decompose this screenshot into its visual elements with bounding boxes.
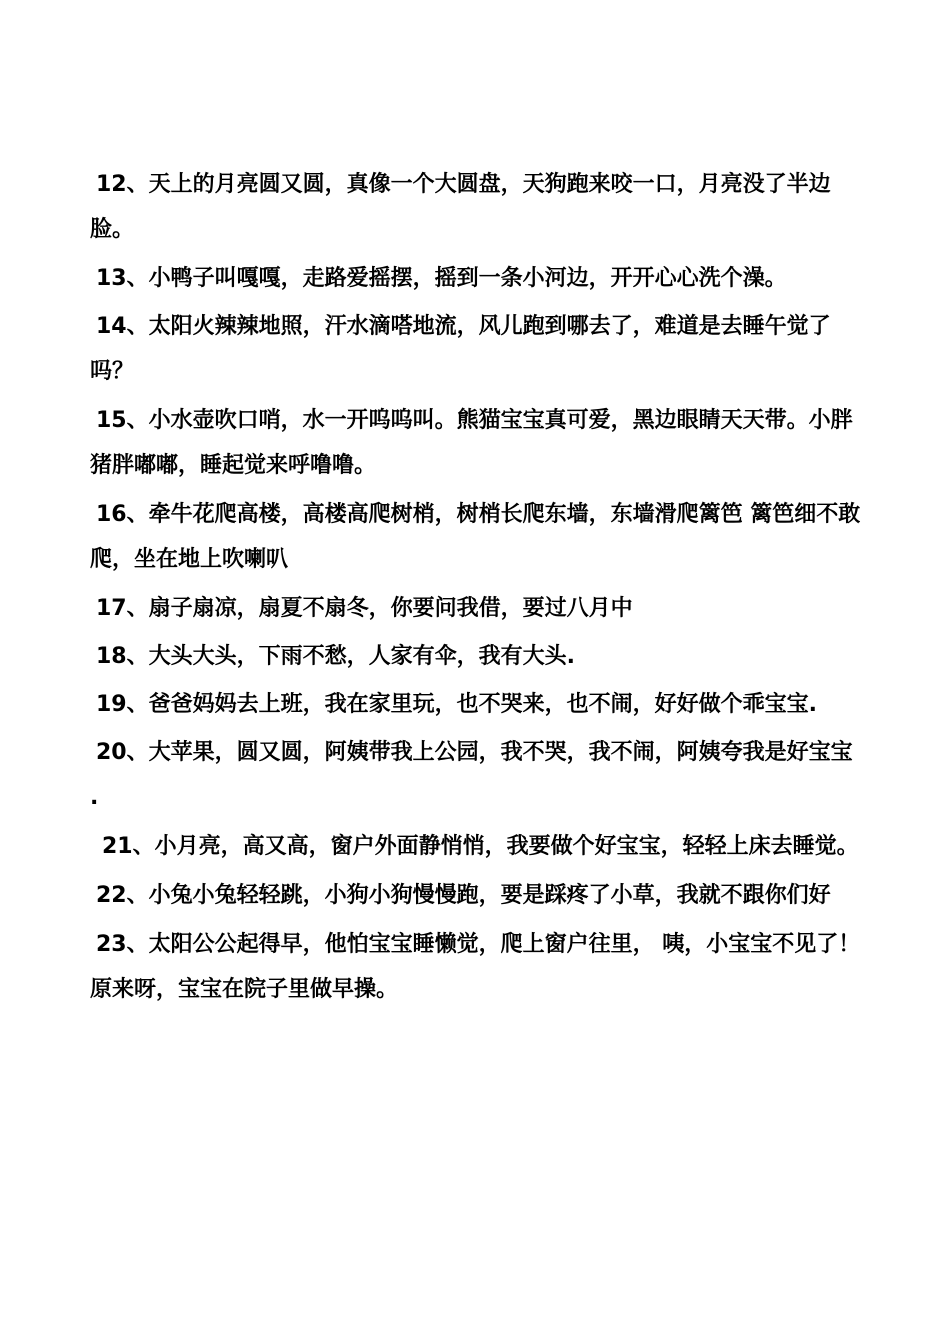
rhyme-22: 22、小兔小兔轻轻跳，小狗小狗慢慢跑，要是踩疼了小草，我就不跟你们好 [96, 883, 831, 908]
rhyme-23: 23、太阳公公起得早，他怕宝宝睡懒觉，爬上窗户往里， 咦，小宝宝不见了！原来呀，宝宝在院子里做早操。 [90, 932, 861, 1002]
rhyme-19: 19、爸爸妈妈去上班，我在家里玩，也不哭来，也不闹，好好做个乖宝宝. [96, 692, 817, 717]
rhyme-13: 13、小鸭子叫嘎嘎，走路爱摇摆，摇到一条小河边，开开心心洗个澡。 [96, 266, 787, 291]
rhyme-list [90, 162, 865, 1016]
rhyme-18: 18、大头大头，下雨不愁，人家有伞，我有大头. [96, 644, 575, 669]
rhyme-16: 16、牵牛花爬高楼，高楼高爬树梢，树梢长爬东墙，东墙滑爬篱笆 篱笆细不敢爬，坐在地上吹喇叭 [90, 502, 861, 572]
rhyme-12: 12、天上的月亮圆又圆，真像一个大圆盘，天狗跑来咬一口，月亮没了半边脸。 [90, 172, 831, 242]
rhyme-17: 17、扇子扇凉，扇夏不扇冬，你要问我借，要过八月中 [96, 596, 633, 621]
rhyme-15: 15、小水壶吹口哨，水一开呜呜叫。熊猫宝宝真可爱，黑边眼睛天天带。小胖猪胖嘟嘟，睡起觉来呼噜噜。 [90, 408, 853, 478]
rhyme-21: 21、小月亮，高又高，窗户外面静悄悄，我要做个好宝宝，轻轻上床去睡觉。 [102, 834, 859, 859]
rhyme-14: 14、太阳火辣辣地照，汗水滴嗒地流，风儿跑到哪去了，难道是去睡午觉了吗？ [90, 314, 831, 384]
rhyme-20: 20、大苹果，圆又圆，阿姨带我上公园，我不哭，我不闹，阿姨夸我是好宝宝 . [90, 740, 853, 810]
